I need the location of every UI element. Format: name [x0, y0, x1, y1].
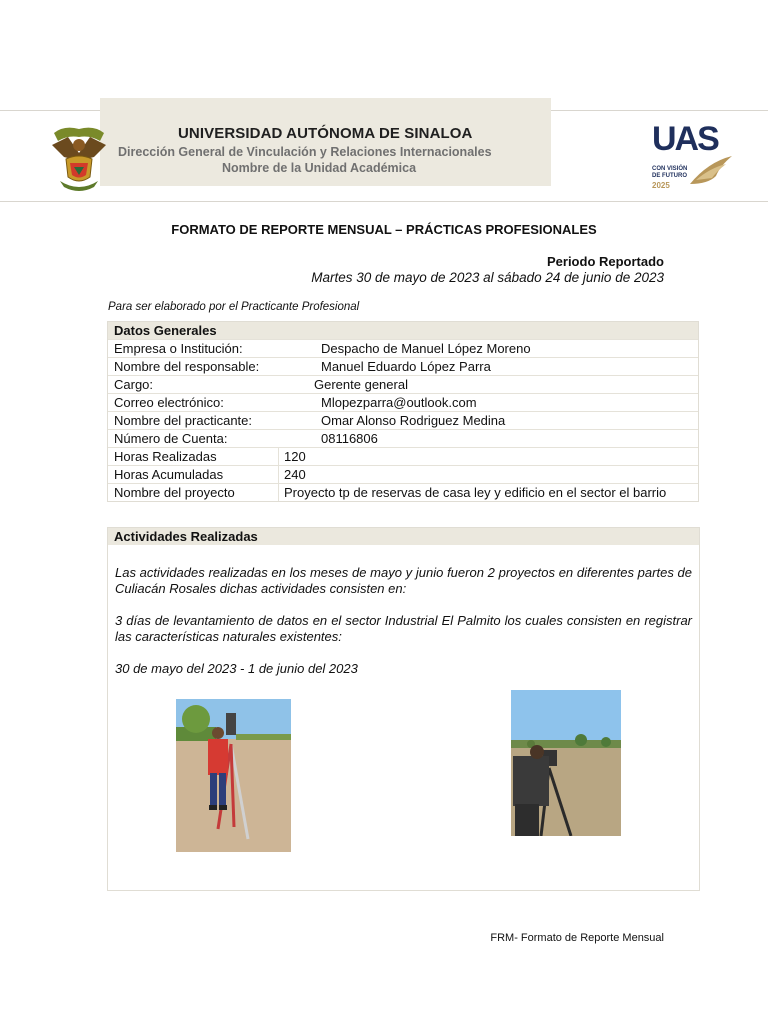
uas-logo — [650, 122, 734, 192]
table-row — [108, 375, 698, 393]
activities-paragraph-2: 3 días de levantamiento de datos en el sector Industrial El Palmito los cuales consisten en registrar las características naturales existentes: — [115, 613, 692, 644]
activities-paragraph-1: Las actividades realizadas en los meses de mayo y junio fueron 2 proyectos en diferentes partes de Culiacán Rosales dichas actividades consisten en: — [115, 565, 692, 596]
activities-date-range: 30 de mayo del 2023 - 1 de junio del 2023 — [115, 661, 358, 676]
row-value: 120 — [284, 449, 306, 464]
uas-logo-text: UAS — [652, 120, 718, 158]
table-row — [108, 447, 698, 465]
direction-name: Dirección General de Vinculación y Relaciones Internacionales — [118, 145, 492, 159]
row-value: Despacho de Manuel López Moreno — [321, 341, 531, 356]
column-divider — [278, 448, 279, 465]
row-value: 240 — [284, 467, 306, 482]
uas-logo-tagline: CON VISIÓN DE FUTURO — [652, 166, 688, 179]
row-label: Horas Realizadas — [114, 449, 217, 464]
column-divider — [278, 484, 279, 501]
table-row — [108, 411, 698, 429]
uas-logo-year: 2025 — [652, 181, 670, 190]
row-value: 08116806 — [321, 431, 378, 446]
field-photo-surveyor-instrument — [511, 690, 621, 836]
row-value: Gerente general — [314, 377, 408, 392]
table-row — [108, 393, 698, 411]
table-row — [108, 465, 698, 483]
column-divider — [278, 466, 279, 483]
university-crest-logo — [50, 123, 108, 195]
row-label: Nombre del proyecto — [114, 485, 235, 500]
practitioner-note: Para ser elaborado por el Practicante Profesional — [108, 301, 360, 313]
academic-unit-name: Nombre de la Unidad Académica — [222, 161, 417, 175]
row-value: Proyecto tp de reservas de casa ley y edificio en el sector el barrio — [284, 485, 667, 500]
row-label: Horas Acumuladas — [114, 467, 224, 482]
general-data-heading: Datos Generales — [108, 322, 698, 339]
table-row — [108, 357, 698, 375]
row-label: Cargo: — [114, 377, 154, 392]
row-value: Mlopezparra@outlook.com — [321, 395, 477, 410]
university-name: UNIVERSIDAD AUTÓNOMA DE SINALOA — [178, 125, 473, 142]
field-photo-surveyor-tripod — [176, 699, 291, 852]
row-label: Empresa o Institución: — [114, 341, 243, 356]
row-value: Manuel Eduardo López Parra — [321, 359, 491, 374]
period-label: Periodo Reportado — [546, 254, 664, 269]
general-data-table — [107, 321, 699, 502]
footer-text: FRM- Formato de Reporte Mensual — [490, 932, 664, 944]
header-bottom-rule — [0, 201, 768, 202]
activities-heading: Actividades Realizadas — [108, 528, 699, 545]
row-label: Nombre del practicante: — [114, 413, 253, 428]
document-title: FORMATO DE REPORTE MENSUAL – PRÁCTICAS PROFESIONALES — [171, 222, 597, 237]
row-value: Omar Alonso Rodriguez Medina — [321, 413, 506, 428]
row-label: Correo electrónico: — [114, 395, 224, 410]
table-row — [108, 483, 698, 501]
row-label: Nombre del responsable: — [114, 359, 260, 374]
table-row — [108, 339, 698, 357]
period-value: Martes 30 de mayo de 2023 al sábado 24 de junio de 2023 — [311, 270, 664, 285]
table-row — [108, 429, 698, 447]
row-label: Número de Cuenta: — [114, 431, 228, 446]
